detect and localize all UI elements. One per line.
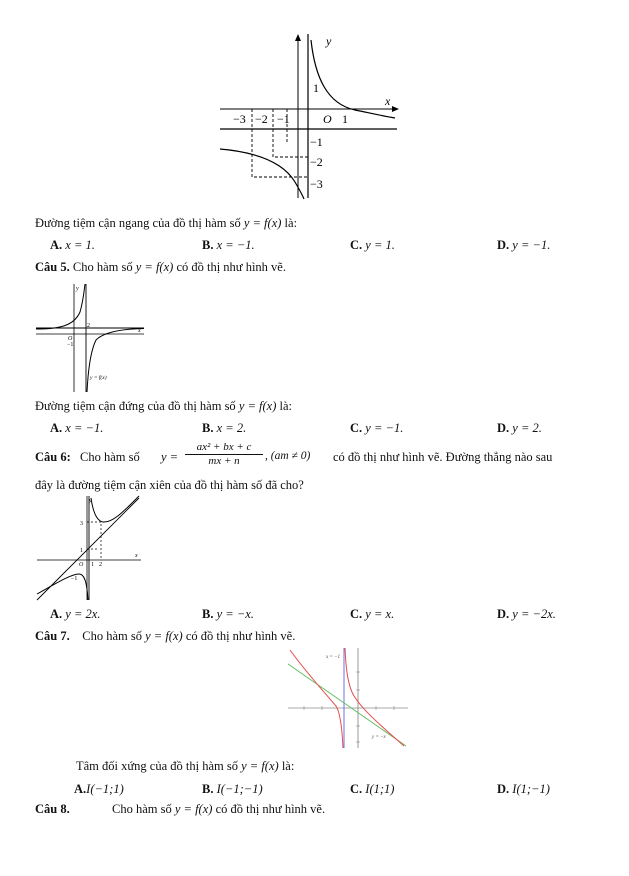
q6-graph xyxy=(35,494,143,602)
q7-option-b[interactable]: B. I(−1;−1) xyxy=(202,782,263,796)
q6-three: 3 xyxy=(80,521,83,527)
q4-one-y: 1 xyxy=(313,81,319,95)
q4-stem: Đường tiệm cận ngang của đồ thị hàm số y = f(x) là: xyxy=(35,216,298,230)
q6-option-b[interactable]: B. y = −x. xyxy=(202,607,254,621)
q5-x-label: x xyxy=(138,328,141,334)
q6-intro: Câu 6: Cho hàm số y = ax² + bx + c mx + n , (am ≠ 0) có đồ thị như hình vẽ. Đường thẳng nào sau xyxy=(35,441,553,467)
q6-neg1: −1 xyxy=(71,576,78,582)
q5-y-label: y xyxy=(76,286,79,292)
q5-option-d[interactable]: D. y = 2. xyxy=(497,421,542,435)
q6-left-branch xyxy=(37,574,88,600)
q5-two: 2 xyxy=(87,323,90,329)
q6-option-a[interactable]: A. y = 2x. xyxy=(50,607,101,621)
q6-y-label: y xyxy=(89,498,92,504)
q4-yneg2: −2 xyxy=(310,155,323,169)
q4-graph xyxy=(215,32,400,200)
q4-option-b[interactable]: B. x = −1. xyxy=(202,238,255,252)
q6-origin: O xyxy=(79,562,84,568)
q4-x-label: x xyxy=(385,94,391,108)
q6-x-label: x xyxy=(135,553,138,559)
q5-intro: Câu 5. Cho hàm số y = f(x) có đồ thị như hình vẽ. xyxy=(35,260,286,274)
q4-right-branch xyxy=(311,40,395,118)
q5-graph xyxy=(34,282,146,394)
q5-option-b[interactable]: B. x = 2. xyxy=(202,421,247,435)
q6-one: 1 xyxy=(80,548,83,554)
q6-line2: đây là đường tiệm cận xiên của đồ thị hàm số đã cho? xyxy=(35,478,304,492)
q8-label: Câu 8. xyxy=(35,802,70,816)
q7-stem: Tâm đối xứng của đồ thị hàm số y = f(x) là: xyxy=(76,759,295,773)
q7-right-branch xyxy=(345,648,404,746)
q4-one-x: 1 xyxy=(342,112,348,126)
q7-graph xyxy=(284,646,410,750)
q4-neg2: −2 xyxy=(255,112,268,126)
q5-stem: Đường tiệm cận đứng của đồ thị hàm số y = f(x) là: xyxy=(35,399,293,413)
q5-right-branch xyxy=(87,329,144,393)
q7-option-d[interactable]: D. I(1;−1) xyxy=(497,782,550,796)
q7-xeq-label: x = −1 xyxy=(326,655,340,660)
q5-label: Câu 5. xyxy=(35,260,70,274)
q4-option-a[interactable]: A. x = 1. xyxy=(50,238,95,252)
q6-one-x: 1 xyxy=(91,562,94,568)
q7-left-branch xyxy=(290,650,343,748)
q4-yneg3: −3 xyxy=(310,177,323,191)
q8-intro: Câu 8. Cho hàm số y = f(x) có đồ thị như hình vẽ. xyxy=(35,802,326,816)
q4-neg1: −1 xyxy=(277,112,290,126)
q7-option-c[interactable]: C. I(1;1) xyxy=(350,782,395,796)
q6-two: 2 xyxy=(99,562,102,568)
q5-origin: O xyxy=(68,336,73,342)
q4-origin: O xyxy=(323,112,332,126)
q7-option-a[interactable]: A.I(−1;1) xyxy=(74,782,124,796)
q4-y-label: y xyxy=(326,34,332,48)
q5-fn-label: y = f(x) xyxy=(90,375,107,381)
q6-func-fraction: ax² + bx + c mx + n xyxy=(185,441,263,467)
q5-option-c[interactable]: C. y = −1. xyxy=(350,421,404,435)
q5-option-a[interactable]: A. x = −1. xyxy=(50,421,104,435)
q6-option-d[interactable]: D. y = −2x. xyxy=(497,607,556,621)
q6-label: Câu 6: xyxy=(35,450,71,464)
q7-yeq-label: y = −x xyxy=(372,735,386,740)
q4-yneg1: −1 xyxy=(310,135,323,149)
q5-neg1: −1 xyxy=(67,342,74,348)
q7-label: Câu 7. xyxy=(35,629,70,643)
q4-neg3: −3 xyxy=(233,112,246,126)
q4-option-c[interactable]: C. y = 1. xyxy=(350,238,395,252)
q6-right-branch xyxy=(91,496,139,522)
q4-left-branch xyxy=(220,149,304,199)
q6-option-c[interactable]: C. y = x. xyxy=(350,607,395,621)
q7-oblique-asymptote xyxy=(288,664,406,746)
q7-intro: Câu 7. Cho hàm số y = f(x) có đồ thị như hình vẽ. xyxy=(35,629,296,643)
q4-option-d[interactable]: D. y = −1. xyxy=(497,238,551,252)
